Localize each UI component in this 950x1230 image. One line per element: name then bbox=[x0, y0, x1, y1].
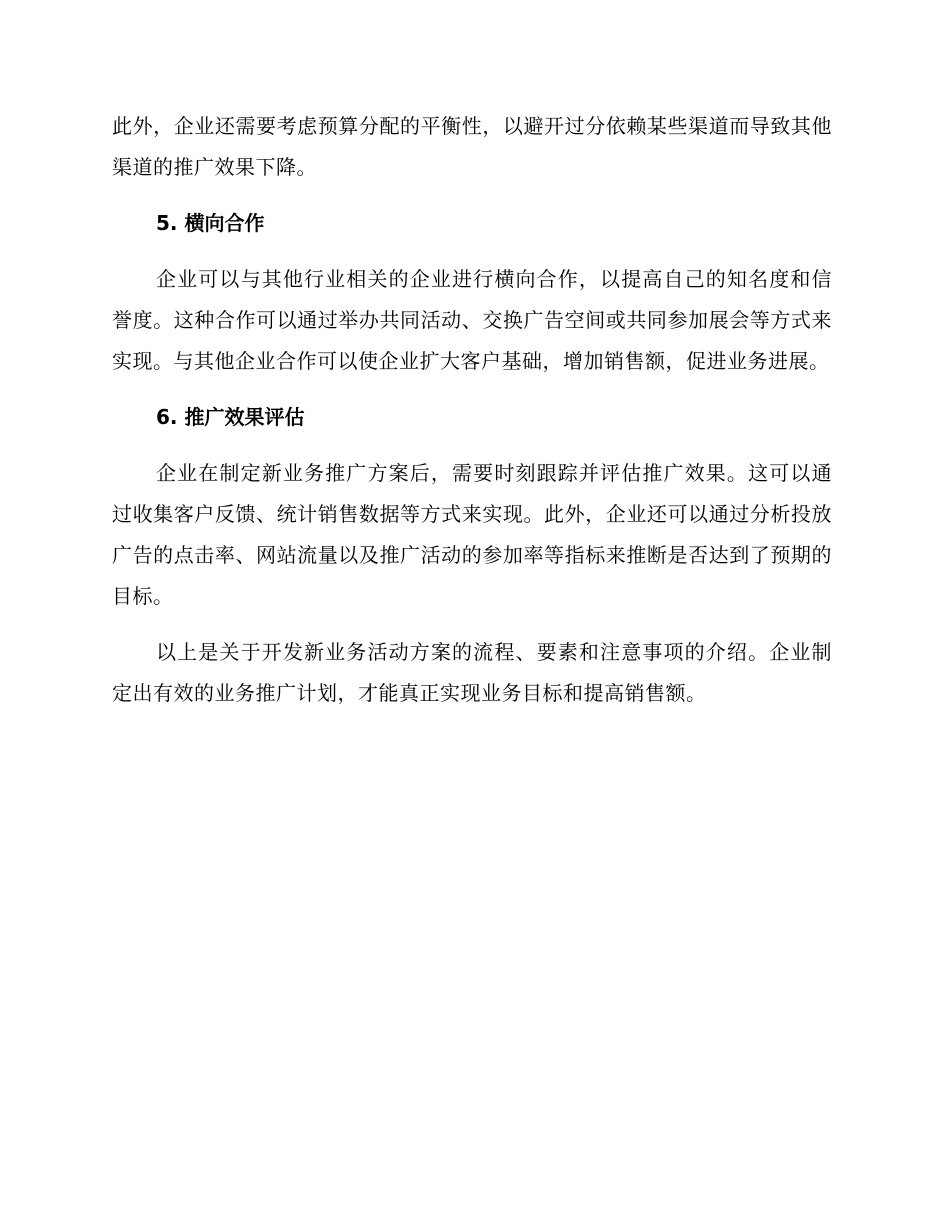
paragraph-conclusion: 以上是关于开发新业务活动方案的流程、要素和注意事项的介绍。企业制定出有效的业务推广计划，才能真正实现业务目标和提高销售额。 bbox=[112, 640, 832, 705]
paragraph-budget-balance: 此外，企业还需要考虑预算分配的平衡性，以避开过分依赖某些渠道而导致其他渠道的推广效果下降。 bbox=[112, 114, 832, 179]
paragraph-horizontal-cooperation: 企业可以与其他行业相关的企业进行横向合作，以提高自己的知名度和信誉度。这种合作可以通过举办共同活动、交换广告空间或共同参加展会等方式来实现。与其他企业合作可以使企业扩大客户基础，增加销售额，促进业务进展。 bbox=[112, 267, 832, 373]
document-page bbox=[112, 106, 832, 714]
paragraph-promotion-evaluation: 企业在制定新业务推广方案后，需要时刻跟踪并评估推广效果。这可以通过收集客户反馈、统计销售数据等方式来实现。此外，企业还可以通过分析投放广告的点击率、网站流量以及推广活动的参加率等指标来推断是否达到了预期的目标。 bbox=[112, 461, 832, 608]
section-heading-horizontal-cooperation: 5. 横向合作 bbox=[156, 211, 265, 235]
section-heading-promotion-evaluation: 6. 推广效果评估 bbox=[156, 405, 305, 429]
